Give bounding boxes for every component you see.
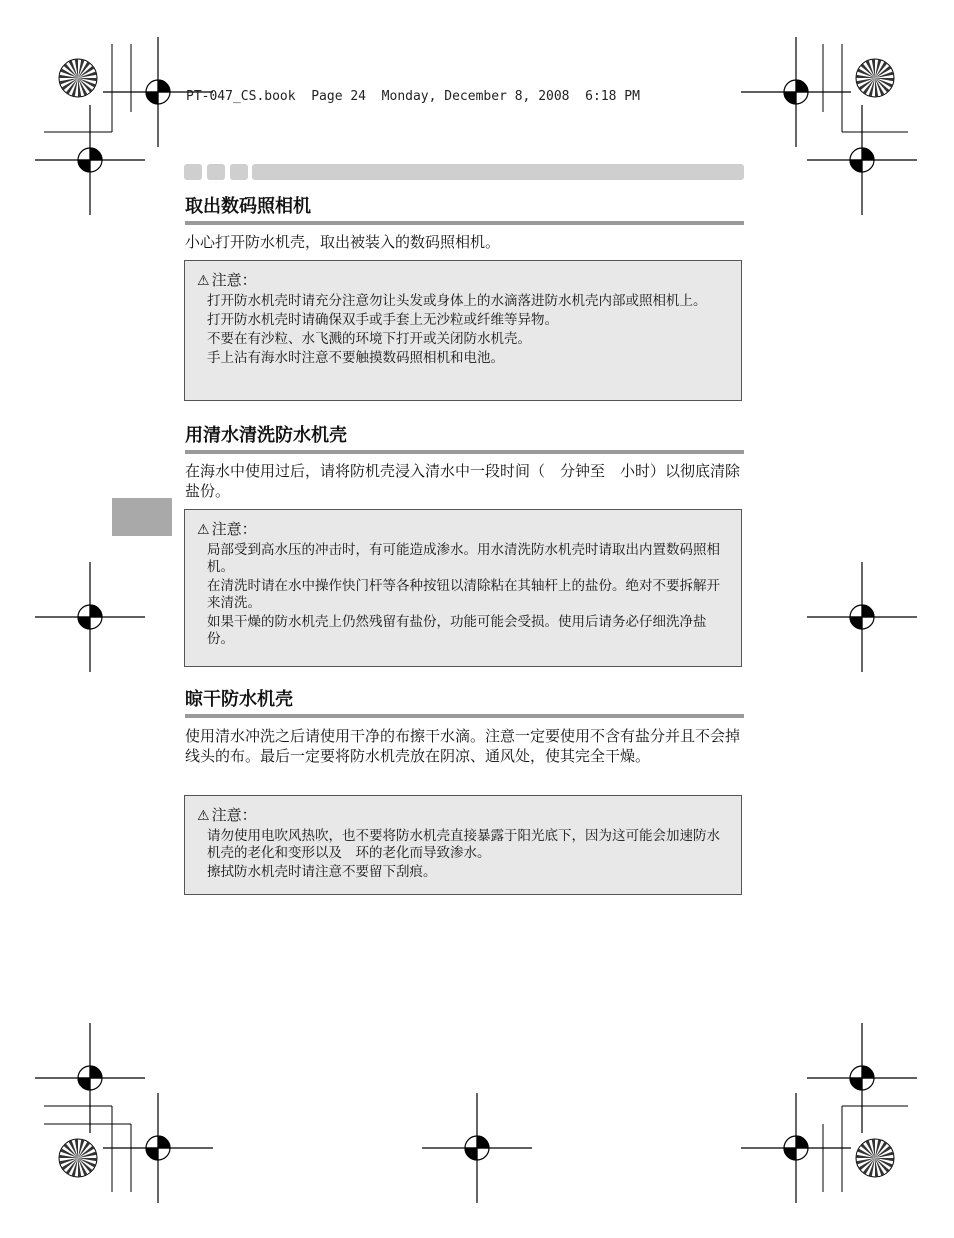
caution-item: 打开防水机壳时请确保双手或手套上无沙粒或纤维等异物。	[207, 312, 558, 328]
caution-item: 如果干燥的防水机壳上仍然残留有盐份，功能可能会受损。使用后请务必仔细洗净盐份。	[207, 614, 707, 647]
section-body-dry-housing: 使用清水冲洗之后请使用干净的布擦干水滴。注意一定要使用不含有盐分并且不会掉线头的布。最后一定要将防水机壳放在阴凉、通风处，使其完全干燥。	[185, 727, 741, 765]
header-bar	[252, 164, 744, 180]
section-title-dry-housing: 晾干防水机壳	[185, 689, 744, 718]
registration-starburst-mark	[59, 59, 97, 97]
section-title-remove-camera: 取出数码照相机	[185, 196, 744, 225]
registration-starburst-mark	[59, 1139, 97, 1177]
header-block-1	[184, 164, 202, 180]
registration-crosshair-mark	[103, 1093, 213, 1203]
warning-triangle-icon: ⚠	[197, 808, 210, 824]
warning-triangle-icon: ⚠	[197, 522, 210, 538]
registration-crosshair-mark	[807, 562, 917, 672]
registration-crosshair-mark	[35, 1023, 145, 1133]
caution-item: 请勿使用电吹风热吹，也不要将防水机壳直接暴露于阳光底下，因为这可能会加速防水机壳的老化和变形以及 环的老化而导致渗水。	[207, 828, 720, 861]
section-body-remove-camera: 小心打开防水机壳，取出被装入的数码照相机。	[185, 233, 501, 251]
caution-box-dry-housing	[184, 795, 742, 895]
caution-box-remove-camera	[184, 260, 742, 401]
registration-crosshair-mark	[422, 1093, 532, 1203]
header-block-3	[230, 164, 248, 180]
print-header: PT-047_CS.book Page 24 Monday, December 8, 2008 6:18 PM	[186, 89, 640, 104]
caution-item: 打开防水机壳时请充分注意勿让头发或身体上的水滴落进防水机壳内部或照相机上。	[207, 293, 707, 309]
registration-crosshair-mark	[741, 37, 851, 147]
section-title-rinse-housing: 用清水清洗防水机壳	[185, 425, 744, 454]
caution-item: 在清洗时请在水中操作快门杆等各种按钮以清除粘在其轴杆上的盐份。绝对不要拆解开来清洗。	[207, 578, 720, 611]
registration-starburst-mark	[856, 59, 894, 97]
registration-crosshair-mark	[807, 105, 917, 215]
warning-triangle-icon: ⚠	[197, 273, 210, 289]
registration-starburst-mark	[856, 1139, 894, 1177]
chapter-side-tab	[112, 498, 172, 536]
header-block-2	[207, 164, 225, 180]
caution-item: 擦拭防水机壳时请注意不要留下刮痕。	[207, 864, 437, 880]
caution-box-rinse-housing	[184, 509, 742, 667]
caution-item: 局部受到高水压的冲击时，有可能造成渗水。用水清洗防水机壳时请取出内置数码照相机。	[207, 542, 720, 575]
registration-crosshair-mark	[35, 562, 145, 672]
caution-item: 手上沾有海水时注意不要触摸数码照相机和电池。	[207, 350, 504, 366]
caution-item: 不要在有沙粒、水飞溅的环境下打开或关闭防水机壳。	[207, 331, 531, 347]
registration-crosshair-mark	[35, 105, 145, 215]
registration-crosshair-mark	[741, 1093, 851, 1203]
caution-heading: ⚠ 注意：	[197, 806, 257, 824]
section-body-rinse-housing: 在海水中使用过后，请将防机壳浸入清水中一段时间（ 分钟至 小时）以彻底清除盐份。	[185, 462, 741, 500]
caution-heading: ⚠ 注意：	[197, 520, 257, 538]
caution-heading: ⚠ 注意：	[197, 271, 257, 289]
registration-crosshair-mark	[807, 1023, 917, 1133]
